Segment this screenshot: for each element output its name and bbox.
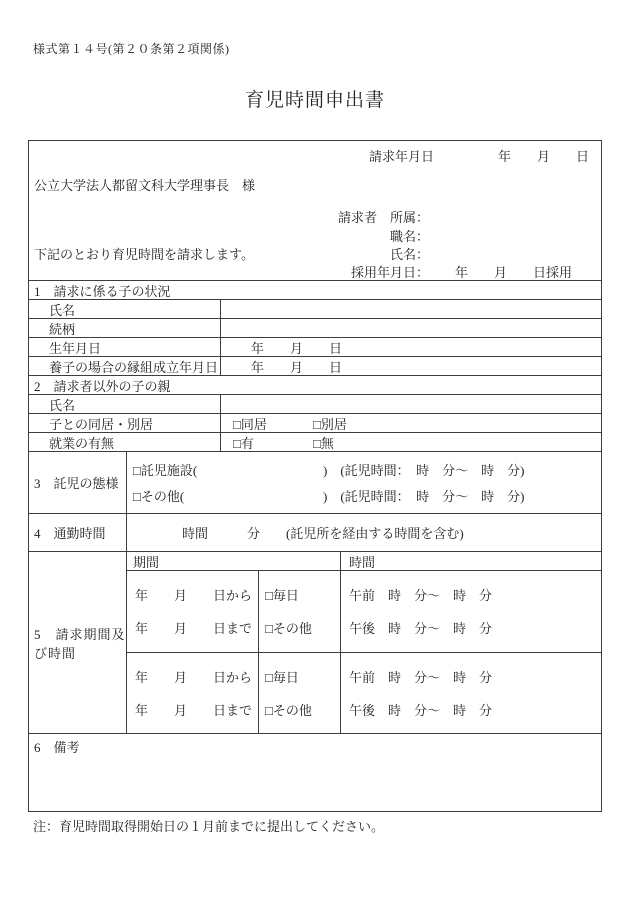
childcare-facility-line (133, 460, 601, 479)
addressee: 公立大学法人都留文科大学理事長 様 (34, 178, 256, 193)
table-row (29, 394, 601, 413)
other-checkbox-option: □その他( (133, 489, 185, 505)
requester-name-label: 氏名： (389, 247, 429, 262)
requester-position-row (29, 226, 601, 245)
childcare-mode-label: 3 託児の態様 (29, 452, 127, 513)
table-row (29, 318, 601, 337)
afternoon-time: 午後 時 分～ 時 分 (349, 621, 493, 637)
table-row (29, 432, 601, 451)
child-name-value (221, 300, 601, 318)
section1-header-row (29, 280, 601, 299)
childcare-mode-content (127, 452, 601, 513)
childcare-other-line (133, 486, 601, 505)
date-from: 年 月 日から (134, 588, 252, 604)
table-row (29, 337, 601, 356)
period-block-1 (127, 570, 601, 652)
period-dates (127, 653, 259, 734)
period-column-header: 期間 (127, 552, 341, 570)
relationship-label: 続柄 (29, 319, 221, 337)
request-period-label (29, 552, 127, 733)
form-number: 様式第１４号(第２０条第２項関係) (33, 42, 230, 56)
parent-name-label: 氏名 (29, 395, 221, 413)
period-time-header-row (127, 552, 601, 570)
cohabitation-label: 子との同居・別居 (29, 414, 221, 432)
requester-affiliation-row (29, 207, 601, 226)
period-type-options (259, 571, 341, 652)
section3-row (29, 451, 601, 513)
date-to: 年 月 日まで (134, 621, 252, 637)
requester-position-value (429, 226, 601, 245)
section2-header-row (29, 375, 601, 394)
section6-row (29, 733, 601, 811)
section4-row (29, 513, 601, 551)
morning-time: 午前 時 分～ 時 分 (349, 669, 493, 685)
daily-checkbox-option: □毎日 (265, 669, 299, 685)
form-title: 育児時間申出書 (244, 90, 385, 111)
employed-checkbox-option: □有 (233, 435, 254, 451)
form-header-block (29, 141, 601, 280)
period-times (341, 571, 601, 652)
other-checkbox-option: □その他 (265, 621, 312, 637)
requester-name-value (429, 244, 601, 263)
birthdate-label: 生年月日 (29, 338, 221, 356)
commute-time-label: 4 通勤時間 (29, 514, 127, 551)
commute-time-value: 時間 分 (託児所を経由する時間を含む) (182, 526, 464, 541)
period-dates (127, 571, 259, 652)
hire-date-row (29, 262, 601, 281)
afternoon-time: 午後 時 分～ 時 分 (349, 702, 493, 718)
table-row (29, 299, 601, 318)
adoption-date-value: 年 月 日 (251, 359, 343, 375)
table-row (29, 356, 601, 375)
separate-checkbox-option: □別居 (313, 416, 347, 432)
request-period-label-line1: 5 請求期間及 (34, 626, 126, 642)
request-date-value: 年 月 日 (497, 149, 589, 164)
unemployed-checkbox-option: □無 (313, 435, 334, 451)
cohabitation-options (221, 414, 601, 432)
facility-checkbox-option: □託児施設( (133, 462, 198, 478)
requester-affiliation-label: 請求者 所属： (337, 210, 429, 225)
employment-label: 就業の有無 (29, 433, 221, 451)
adoption-date-label: 養子の場合の縁組成立年月日 (29, 357, 221, 375)
remarks-label: 6 備考 (34, 740, 80, 755)
other-checkbox-option: □その他 (265, 702, 312, 718)
form-table (28, 140, 602, 812)
section5-row (29, 551, 601, 733)
parent-name-value (221, 395, 601, 413)
period-block-2 (127, 652, 601, 734)
time-column-header: 時間 (349, 554, 376, 570)
table-row (29, 413, 601, 432)
employment-options (221, 433, 601, 451)
period-type-options (259, 653, 341, 734)
requester-position-label: 職名： (389, 229, 429, 244)
date-from: 年 月 日から (134, 669, 252, 685)
cohabit-checkbox-option: □同居 (233, 416, 267, 432)
daily-checkbox-option: □毎日 (265, 588, 299, 604)
declaration-text: 下記のとおり育児時間を請求します。 (34, 247, 254, 262)
request-period-table (127, 552, 601, 733)
section2-header: 2 請求者以外の子の親 (34, 378, 171, 394)
submission-note: 注：育児時間取得開始日の１月前までに提出してください。 (33, 819, 385, 834)
relationship-value (221, 319, 601, 337)
request-period-label-line2: び時間 (34, 645, 77, 661)
period-times (341, 653, 601, 734)
date-to: 年 月 日まで (134, 702, 252, 718)
child-name-label: 氏名 (29, 300, 221, 318)
other-time-detail: ) (託児時間： 時 分～ 時 分) (323, 489, 525, 505)
section1-header: 1 請求に係る子の状況 (34, 283, 171, 299)
morning-time: 午前 時 分～ 時 分 (349, 588, 493, 604)
hire-date-value: 年 月 日採用 (429, 265, 573, 280)
facility-time-detail: ) (託児時間： 時 分～ 時 分) (323, 462, 525, 478)
request-date-label: 請求年月日 (369, 149, 435, 164)
requester-affiliation-value (429, 207, 601, 226)
hire-date-label: 採用年月日： (350, 265, 429, 280)
birthdate-value: 年 月 日 (251, 340, 343, 356)
